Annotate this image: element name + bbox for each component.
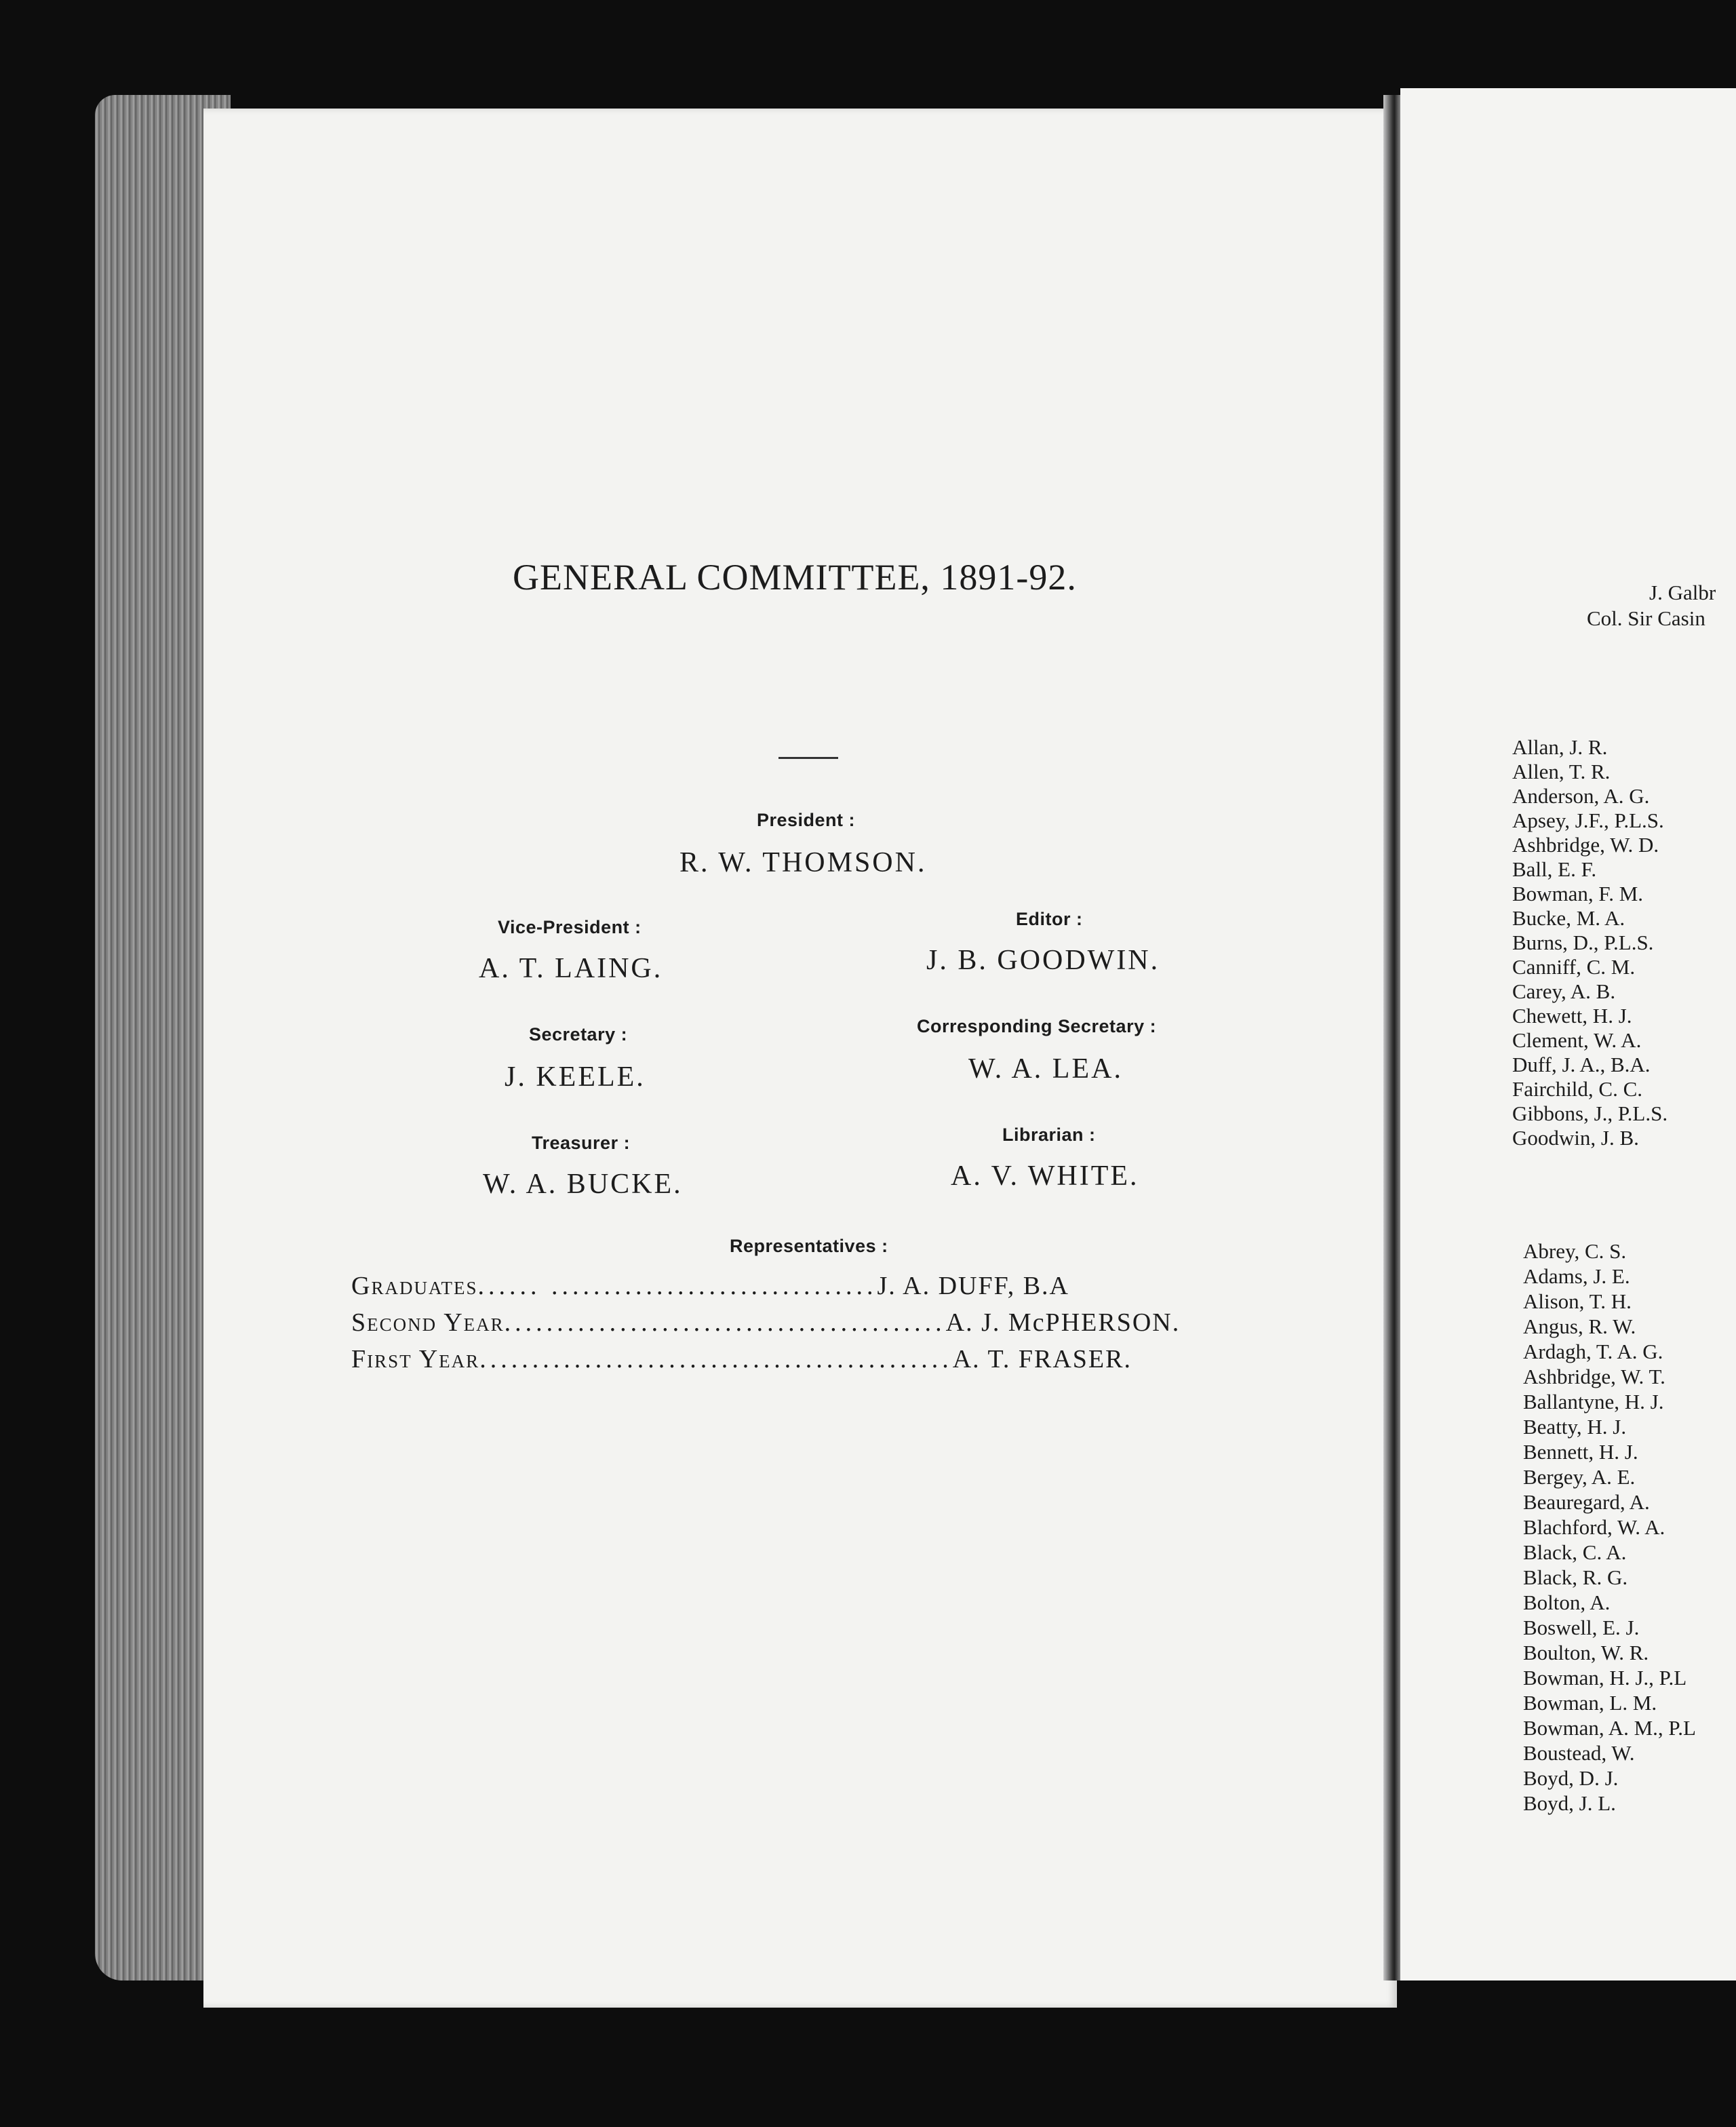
representative-name: A. J. McPHERSON. (945, 1308, 1181, 1337)
editor-name: J. B. GOODWIN. (926, 945, 1160, 976)
list-item: Bolton, A. (1523, 1591, 1611, 1614)
list-item: Ballantyne, H. J. (1523, 1390, 1664, 1413)
president-name: R. W. THOMSON. (679, 847, 927, 878)
list-item: Abrey, C. S. (1523, 1239, 1627, 1263)
list-item: Bergey, A. E. (1523, 1465, 1636, 1489)
list-item: Beauregard, A. (1523, 1490, 1650, 1514)
secretary-label: Secretary : (529, 1024, 628, 1045)
list-item: Boustead, W. (1523, 1741, 1635, 1765)
list-item: Goodwin, J. B. (1512, 1126, 1639, 1150)
list-item: Apsey, J.F., P.L.S. (1512, 808, 1664, 832)
representative-row (351, 1271, 1069, 1301)
leader-dots: ............................................. (479, 1345, 953, 1373)
member-list-b (1523, 1238, 1696, 1816)
list-item: Bowman, L. M. (1523, 1691, 1657, 1715)
treasurer-name: W. A. BUCKE. (483, 1169, 683, 1200)
list-item: Bennett, H. J. (1523, 1440, 1638, 1464)
title-divider (778, 757, 838, 759)
librarian-label: Librarian : (1002, 1125, 1096, 1145)
list-item: Burns, D., P.L.S. (1512, 931, 1654, 954)
leader-dots: ...... ............................... (477, 1272, 877, 1300)
treasurer-label: Treasurer : (532, 1133, 631, 1153)
list-item: Ashbridge, W. D. (1512, 833, 1659, 857)
right-header-line: J. Galbr (1649, 581, 1716, 604)
list-item: Chewett, H. J. (1512, 1004, 1632, 1028)
corresponding-secretary-name: W. A. LEA. (968, 1053, 1123, 1085)
list-item: Anderson, A. G. (1512, 784, 1650, 808)
list-item: Angus, R. W. (1523, 1314, 1636, 1338)
list-item: Bowman, H. J., P.L (1523, 1666, 1687, 1690)
list-item: Ardagh, T. A. G. (1523, 1340, 1663, 1363)
list-item: Ashbridge, W. T. (1523, 1365, 1665, 1388)
representative-row (351, 1344, 1132, 1374)
list-item: Allen, T. R. (1512, 760, 1611, 783)
list-item: Beatty, H. J. (1523, 1415, 1627, 1439)
list-item: Clement, W. A. (1512, 1028, 1642, 1052)
member-list-a (1512, 735, 1668, 1150)
list-item: Boswell, E. J. (1523, 1616, 1640, 1639)
vice-president-label: Vice-President : (498, 917, 642, 937)
corresponding-secretary-label: Corresponding Secretary : (917, 1016, 1157, 1036)
list-item: Adams, J. E. (1523, 1264, 1630, 1288)
list-item: Gibbons, J., P.L.S. (1512, 1101, 1668, 1125)
list-item: Bowman, F. M. (1512, 882, 1644, 905)
list-item: Ball, E. F. (1512, 857, 1597, 881)
list-item: Duff, J. A., B.A. (1512, 1053, 1651, 1076)
list-item: Canniff, C. M. (1512, 955, 1636, 979)
representatives-label: Representatives : (730, 1236, 888, 1256)
list-item: Black, C. A. (1523, 1540, 1627, 1564)
list-item: Boulton, W. R. (1523, 1641, 1649, 1664)
list-item: Bucke, M. A. (1512, 906, 1625, 930)
editor-label: Editor : (1016, 909, 1083, 929)
page-title: GENERAL COMMITTEE, 1891-92. (513, 557, 1077, 598)
representative-name: A. T. FRASER. (952, 1345, 1132, 1373)
list-item: Alison, T. H. (1523, 1289, 1632, 1313)
secretary-name: J. KEELE. (505, 1061, 646, 1093)
list-item: Black, R. G. (1523, 1565, 1628, 1589)
left-page (203, 109, 1397, 2008)
list-item: Boyd, J. L. (1523, 1791, 1616, 1815)
librarian-name: A. V. WHITE. (951, 1160, 1139, 1192)
representative-row (351, 1308, 1180, 1338)
list-item: Fairchild, C. C. (1512, 1077, 1643, 1101)
list-item: Bowman, A. M., P.L (1523, 1716, 1696, 1740)
list-item: Blachford, W. A. (1523, 1515, 1665, 1539)
list-item: Allan, J. R. (1512, 735, 1608, 759)
list-item: Carey, A. B. (1512, 979, 1616, 1003)
leader-dots: .......................................... (504, 1308, 946, 1337)
president-label: President : (757, 810, 856, 830)
representative-category: Graduates (351, 1272, 478, 1300)
vice-president-name: A. T. LAING. (479, 953, 663, 984)
right-header-line: Col. Sir Casin (1587, 606, 1705, 630)
representative-category: First Year (351, 1345, 480, 1373)
representative-category: Second Year (351, 1308, 505, 1337)
list-item: Boyd, D. J. (1523, 1766, 1619, 1790)
representative-name: J. A. DUFF, B.A (877, 1272, 1069, 1300)
